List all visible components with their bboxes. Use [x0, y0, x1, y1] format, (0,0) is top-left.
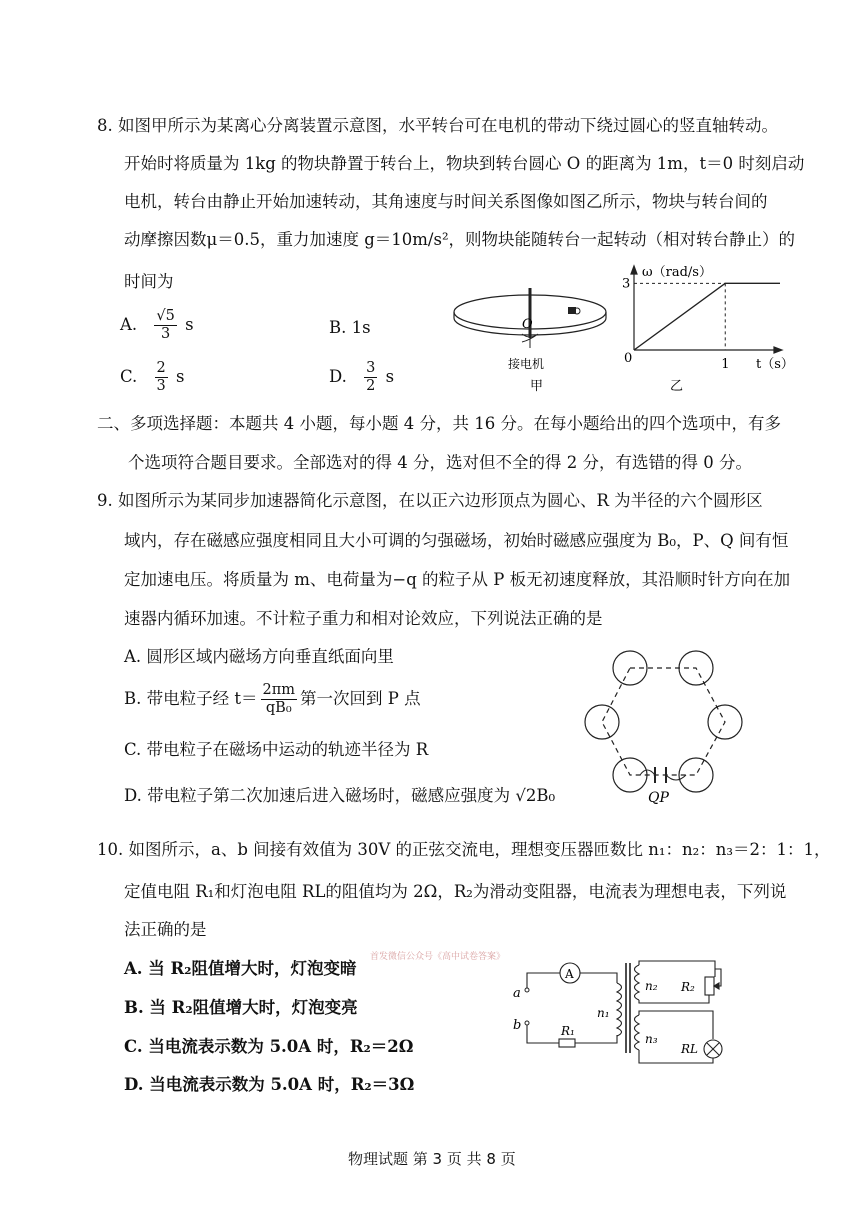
- q10-line-2: 定值电阻 R₁和灯泡电阻 RL的阻值均为 2Ω，R₂为滑动变阻器，电流表为理想电表，下列说: [124, 882, 787, 901]
- q8-option-c-fraction: [155, 360, 168, 395]
- q9-line-4: 速器内循环加速。不计粒子重力和相对论效应，下列说法正确的是: [124, 609, 603, 628]
- r1-label: R₁: [561, 1024, 575, 1038]
- q9-line-1: 9. 如图所示为某同步加速器简化示意图，在以正六边形顶点为圆心、R 为半径的六个圆形区: [97, 491, 763, 510]
- q8-line-3: 电机，转台由静止开始加速转动，其角速度与时间关系图像如图乙所示，物块与转台间的: [124, 192, 768, 211]
- wire-b-bottom: [527, 1025, 559, 1043]
- turntable-figure: [450, 282, 620, 394]
- q8-line-1: 8. 如图甲所示为某离心分离装置示意图，水平转台可在电机的带动下绕过圆心的竖直轴转动。: [97, 116, 778, 135]
- q10-option-c: C. 当电流表示数为 5.0A 时，R₂＝2Ω: [124, 1037, 414, 1056]
- q9-option-b-suffix: 第一次回到 P 点: [300, 689, 421, 708]
- resistor-r1: [559, 1039, 575, 1047]
- hexagon-path: [602, 668, 725, 775]
- q9-line-3: 定加速电压。将质量为 m、电荷量为−q 的粒子从 P 板无初速度释放，其沿顺时针方向在加: [124, 570, 791, 589]
- field-region-6: [585, 705, 619, 739]
- figure-jia-caption: 甲: [530, 379, 544, 394]
- q8-option-c-label: C.: [120, 367, 138, 386]
- figure-yi-caption: 乙: [670, 379, 684, 394]
- q8-option-d-fraction: [364, 360, 377, 395]
- q8-option-a-fraction: [154, 308, 176, 343]
- q8-option-c-unit: s: [176, 367, 185, 386]
- ammeter-label: A: [565, 967, 574, 981]
- y-axis-arrow: [631, 266, 637, 274]
- wire-ammeter-coil: [580, 973, 617, 983]
- q8-line-5: 时间为: [124, 272, 174, 291]
- r2-label: R₂: [681, 980, 695, 994]
- q8-option-a-numerator: √5: [156, 308, 175, 324]
- q8-option-a-denominator: 3: [161, 326, 171, 342]
- n1-label: n₁: [597, 1006, 610, 1020]
- q9-option-b-denominator: qB₀: [265, 700, 292, 716]
- q9-option-b: [124, 682, 421, 717]
- transformer-circuit: [505, 955, 730, 1067]
- q8-option-c-numerator: 2: [156, 360, 166, 376]
- q8-option-d-label: D.: [329, 367, 347, 386]
- turntable-center-label: O: [522, 317, 533, 332]
- x-tick-label: 1: [721, 357, 730, 372]
- q9-option-c: C. 带电粒子在磁场中运动的轨迹半径为 R: [124, 740, 429, 759]
- q9-option-a: A. 圆形区域内磁场方向垂直纸面向里: [124, 647, 394, 666]
- wire-a-top: [527, 973, 560, 988]
- q8-line-2: 开始时将质量为 1kg 的物块静置于转台上，物块到转台圆心 O 的距离为 1m，t＝0 时刻启动: [124, 154, 805, 173]
- q8-option-a-unit: s: [185, 315, 194, 334]
- watermark: 首发微信公众号《高中试卷答案》: [370, 952, 506, 962]
- secondary-coil-n3: [635, 1015, 640, 1050]
- q9-option-b-prefix: B. 带电粒子经 t＝: [124, 689, 258, 708]
- page-footer: 物理试题 第 3 页 共 8 页: [348, 1150, 516, 1168]
- terminal-b-label: b: [513, 1018, 522, 1033]
- n3-label: n₃: [645, 1032, 658, 1046]
- rheostat-r2: [705, 977, 714, 995]
- plate-labels: QP: [648, 790, 669, 806]
- x-axis-label: t（s）: [756, 357, 794, 372]
- terminal-b: [525, 1021, 529, 1025]
- q10-option-b: B. 当 R₂阻值增大时，灯泡变亮: [124, 998, 358, 1017]
- motor-label: 接电机: [508, 357, 545, 371]
- q8-option-d-unit: s: [385, 367, 395, 386]
- q8-option-d: [329, 360, 394, 395]
- n2-label: n₂: [645, 979, 658, 993]
- q8-option-d-denominator: 2: [366, 378, 376, 394]
- secondary-coil-n2: [635, 965, 640, 1000]
- q8-option-c-denominator: 3: [156, 378, 166, 394]
- q10-line-3: 法正确的是: [124, 920, 207, 939]
- q10-option-a: A. 当 R₂阻值增大时，灯泡变暗: [124, 959, 357, 978]
- terminal-a: [525, 988, 529, 992]
- section-2-heading-line-1: 二、多项选择题：本题共 4 小题，每小题 4 分，共 16 分。在每小题给出的四个选项中，有多: [97, 414, 781, 433]
- q9-option-b-fraction: [261, 682, 298, 717]
- rl-label: RL: [681, 1042, 699, 1056]
- q9-line-2: 域内，存在磁感应强度相同且大小可调的匀强磁场，初始时磁感应强度为 B₀，P、Q 间有恒: [124, 531, 789, 550]
- q8-option-a-label: A.: [120, 315, 138, 334]
- q9-option-d: D. 带电粒子第二次加速后进入磁场时，磁感应强度为 √2B₀: [124, 786, 556, 805]
- q8-option-c: [120, 360, 185, 395]
- q9-option-b-numerator: 2πm: [262, 682, 296, 698]
- section-2-heading-line-2: 个选项符合题目要求。全部选对的得 4 分，选对但不全的得 2 分，有选错的得 0 分。: [128, 453, 752, 472]
- q10-line-1: 10. 如图所示，a、b 间接有效值为 30V 的正弦交流电，理想变压器匝数比 n₁：n₂：n₃＝2：1：1，: [97, 840, 831, 859]
- q8-line-4: 动摩擦因数μ＝0.5，重力加速度 g＝10m/s²，则物块能随转台一起转动（相对转台静止）的: [124, 230, 796, 249]
- origin-label: 0: [624, 351, 633, 366]
- y-tick-label: 3: [622, 276, 631, 292]
- y-axis-label: ω（rad/s）: [642, 265, 712, 280]
- q10-option-d: D. 当电流表示数为 5.0A 时，R₂＝3Ω: [124, 1075, 415, 1094]
- q8-option-a: [120, 308, 194, 343]
- omega-series-line: [634, 283, 780, 350]
- synchrotron-figure: [584, 650, 746, 810]
- omega-time-chart: [620, 262, 795, 394]
- terminal-a-label: a: [513, 986, 521, 1001]
- q8-option-d-numerator: 3: [366, 360, 376, 376]
- primary-coil-n1: [617, 983, 622, 1036]
- x-axis-arrow: [774, 347, 782, 353]
- q8-option-b: B. 1s: [329, 318, 371, 337]
